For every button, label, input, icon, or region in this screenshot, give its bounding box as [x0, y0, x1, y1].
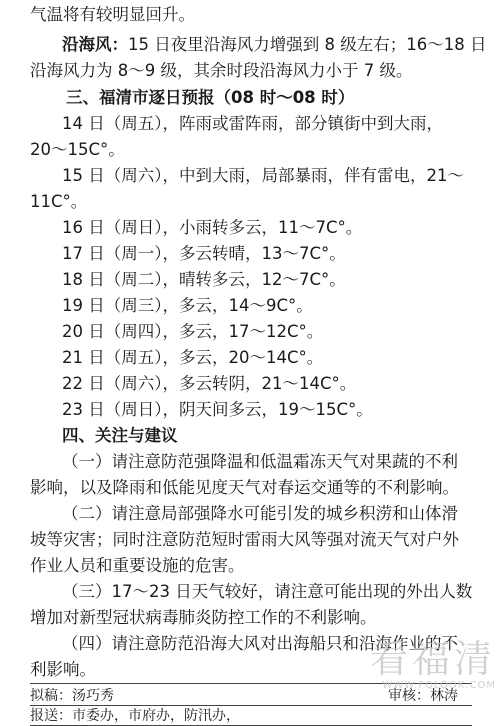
forecast-day: 17 日（周一），多云转晴，13～7C°。 [62, 244, 346, 263]
advice-item-line: （三）17～23 日天气较好，请注意可能出现的外出人数 [62, 582, 473, 601]
forecast-day: 23 日（周日），阴天间多云，19～15C°。 [62, 400, 373, 419]
forecast-day: 22 日（周六），多云转阴，21～14C°。 [62, 374, 357, 393]
drafter-text: 拟稿：汤巧秀 [30, 688, 114, 704]
forecast-day-cont: 11C°。 [30, 192, 88, 211]
footer-divider-mid [30, 705, 472, 706]
forecast-day: 20 日（周四），多云，17～12C°。 [62, 322, 324, 341]
send-to-text: 报送：市委办，市府办，防汛办， [30, 708, 240, 724]
coastal-wind-text: 15 日夜里沿海风力增强到 8 级左右；16～18 日 [128, 35, 487, 54]
forecast-day: 21 日（周五），多云，20～14C°。 [62, 348, 324, 367]
intro-text-line: 气温将有较明显回升。 [30, 5, 195, 24]
forecast-day: 16 日（周日），小雨转多云，11～7C°。 [62, 218, 363, 237]
coastal-wind-line-1 [62, 34, 486, 56]
forecast-day-cont: 20～15C°。 [30, 140, 125, 159]
watermark-url: WWW.FQLOOK.COM [382, 680, 496, 691]
site-watermark [370, 638, 496, 692]
coastal-wind-label: 沿海风： [62, 35, 128, 54]
coastal-wind-line-2: 沿海风力为 8～9 级，其余时段沿海风力小于 7 级。 [30, 61, 413, 80]
reviewer-text: 审核：林涛 [388, 688, 458, 704]
advice-item-line: 影响，以及降雨和低能见度天气对春运交通等的不利影响。 [30, 478, 459, 497]
advice-item-line: （四）请注意防范沿海大风对出海船只和沿海作业的不 [62, 634, 458, 653]
advice-item-line: （一）请注意防范强降温和低温霜冻天气对果蔬的不利 [62, 452, 458, 471]
section4-heading: 四、关注与建议 [62, 426, 178, 445]
forecast-day: 18 日（周二），晴转多云，12～7C°。 [62, 270, 346, 289]
advice-item-line: 增加对新型冠状病毒肺炎防控工作的不利影响。 [30, 608, 377, 627]
forecast-day: 19 日（周三），多云，14～9C°。 [62, 296, 313, 315]
advice-item-line: 利影响。 [30, 660, 96, 679]
advice-item-line: 坡等灾害；同时注意防范短时雷雨大风等强对流天气对户外 [30, 530, 459, 549]
section3-heading: 三、福清市逐日预报（08 时～08 时） [66, 88, 355, 107]
watermark-logo-text: 看福清 [369, 637, 496, 681]
forecast-day: 14 日（周五），阵雨或雷阵雨，部分镇街中到大雨， [62, 114, 443, 133]
forecast-day: 15 日（周六），中到大雨，局部暴雨，伴有雷电，21～ [62, 166, 464, 185]
advice-item-line: 作业人员和重要设施的危害。 [30, 556, 245, 575]
advice-item-line: （二）请注意局部强降水可能引发的城乡积涝和山体滑 [62, 504, 458, 523]
